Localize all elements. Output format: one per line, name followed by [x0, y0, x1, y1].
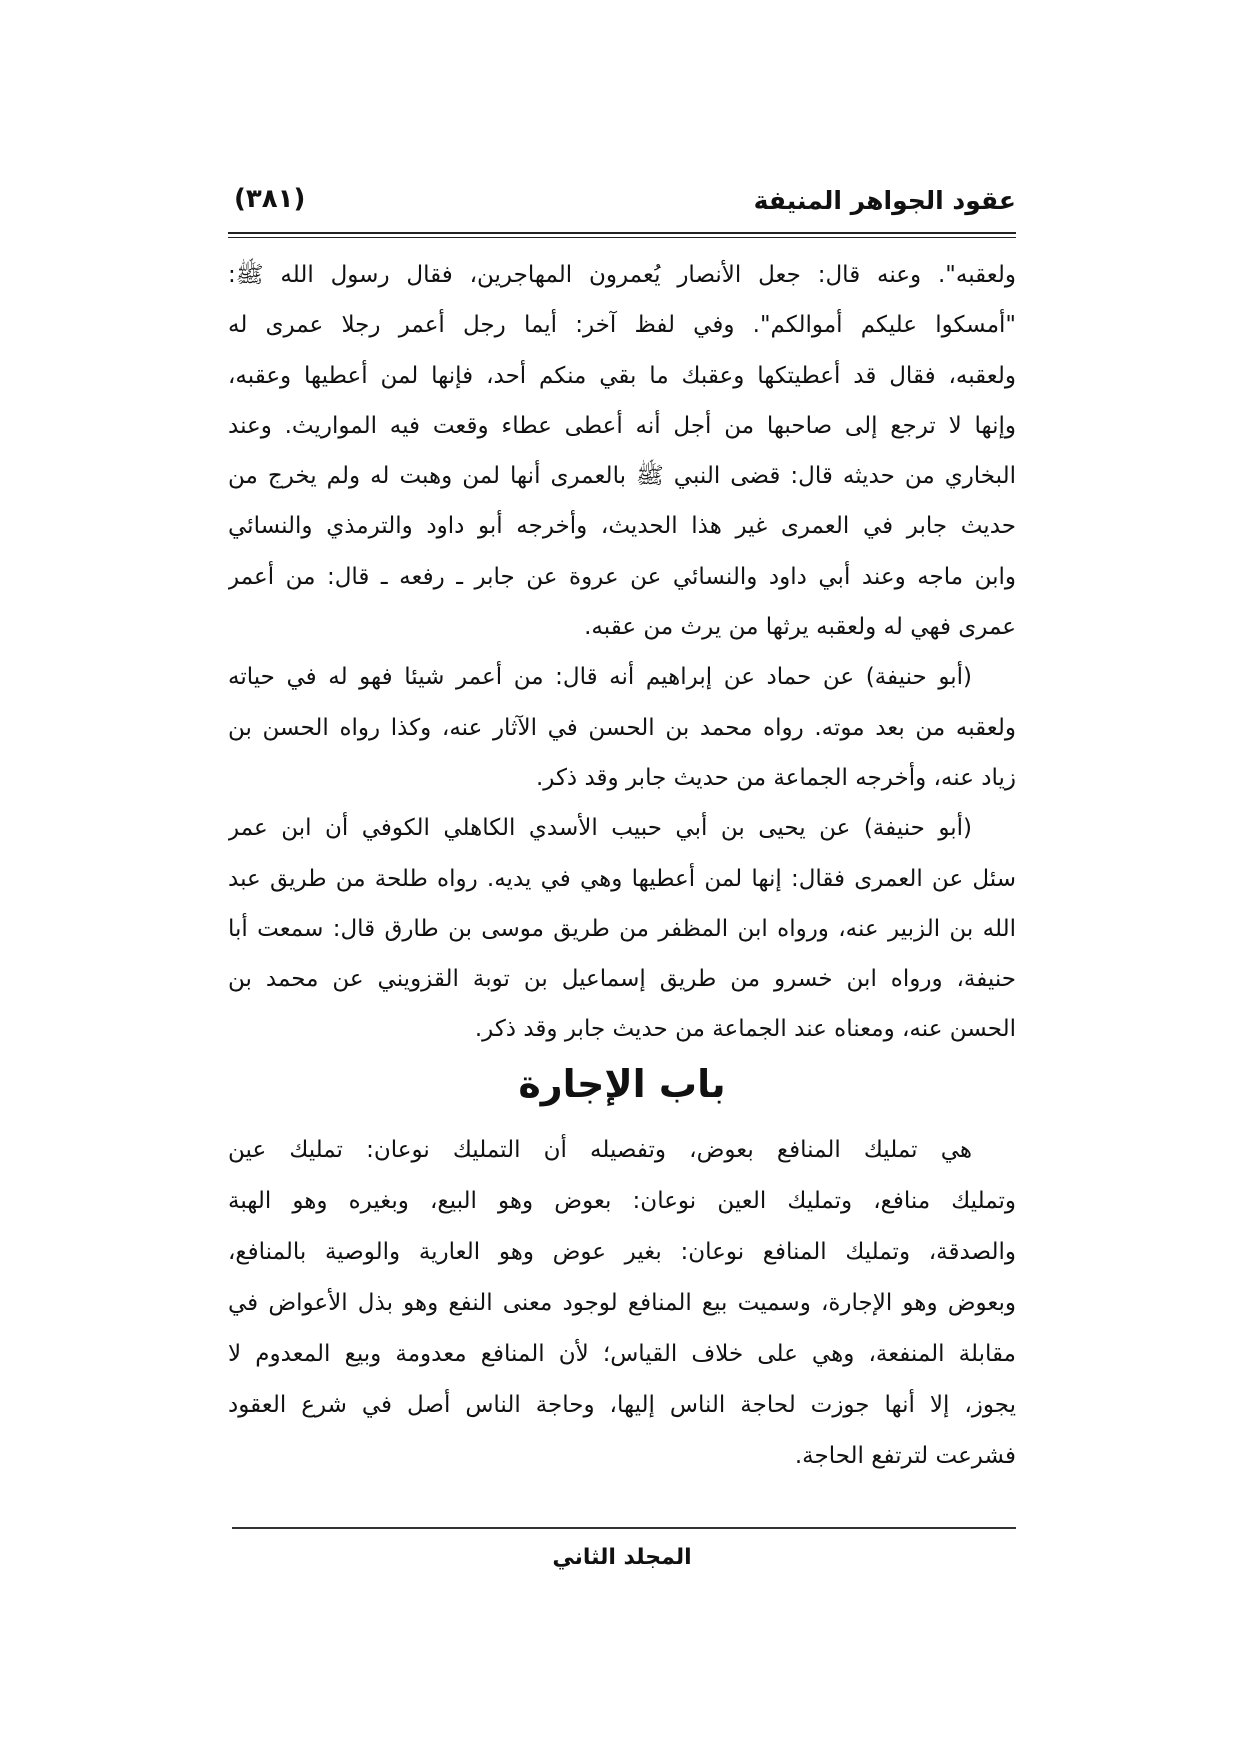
text-line: وتمليك منافع، وتمليك العين نوعان: بعوض وهو البيع، وبغيره وهو الهبة — [228, 1188, 1016, 1214]
text-line: "أمسكوا عليكم أموالكم". وفي لفظ آخر: أيما رجل أعمر رجلا عمرى له — [228, 312, 1016, 339]
section-heading: باب الإجارة — [518, 1062, 726, 1106]
text-line: فشرعت لترتفع الحاجة. — [794, 1443, 1016, 1469]
page-header — [228, 186, 1016, 226]
text-line: سئل عن العمرى فقال: إنها لمن أعطيها وهي في يديه. رواه طلحة من طريق عبد — [228, 865, 1016, 892]
header-rule — [228, 232, 1016, 234]
page-number: (٣٨١) — [234, 184, 306, 214]
text-line: يجوز، إلا أنها جوزت لحاجة الناس إليها، وحاجة الناس أصل في شرع العقود — [228, 1392, 1016, 1418]
body-text-block-2 — [228, 1125, 1016, 1482]
text-line: هي تمليك المنافع بعوض، وتفصيله أن التمليك نوعان: تمليك عين — [228, 1137, 972, 1163]
text-line: مقابلة المنفعة، وهي على خلاف القياس؛ لأن المنافع معدومة وبيع المعدوم لا — [228, 1341, 1016, 1367]
footer-rule — [232, 1527, 1016, 1529]
text-line: وبعوض وهو الإجارة، وسميت بيع المنافع لوجود معنى النفع وهو بذل الأعواض في — [228, 1290, 1016, 1316]
text-line: ولعقبه، فقال قد أعطيتكها وعقبك ما بقي منكم أحد، فإنها لمن أعطيها وعقبه، — [228, 362, 1016, 389]
volume-label: المجلد الثاني — [552, 1545, 692, 1570]
text-line: (أبو حنيفة) عن يحيى بن أبي حبيب الأسدي الكاهلي الكوفي أن ابن عمر — [228, 815, 972, 842]
body-text-block-1 — [228, 250, 1016, 1055]
text-line: حنيفة، ورواه ابن خسرو من طريق إسماعيل بن توبة القزويني عن محمد بن — [228, 966, 1016, 993]
text-line: والصدقة، وتمليك المنافع نوعان: بغير عوض وهو العارية والوصية بالمنافع، — [228, 1239, 1016, 1265]
text-line: عمرى فهي له ولعقبه يرثها من يرث من عقبه. — [584, 614, 1016, 641]
text-line: البخاري من حديثه قال: قضى النبي ﷺ بالعمرى أنها لمن وهبت له ولم يخرج من — [228, 463, 1016, 490]
text-line: زياد عنه، وأخرجه الجماعة من حديث جابر وقد ذكر. — [535, 764, 1016, 791]
text-line: وابن ماجه وعند أبي داود والنسائي عن عروة عن جابر ـ رفعه ـ قال: من أعمر — [228, 563, 1016, 590]
running-title: عقود الجواهر المنيفة — [753, 186, 1016, 215]
text-line: الحسن عنه، ومعناه عند الجماعة من حديث جابر وقد ذكر. — [474, 1016, 1016, 1043]
text-line: ولعقبه من بعد موته. رواه محمد بن الحسن في الآثار عنه، وكذا رواه الحسن بن — [228, 714, 1016, 741]
text-line: ولعقبه". وعنه قال: جعل الأنصار يُعمرون المهاجرين، فقال رسول الله ﷺ: — [228, 262, 1016, 288]
header-rule-thin — [228, 237, 1016, 238]
text-line: حديث جابر في العمرى غير هذا الحديث، وأخرجه أبو داود والترمذي والنسائي — [228, 513, 1016, 540]
text-line: (أبو حنيفة) عن حماد عن إبراهيم أنه قال: من أعمر شيئا فهو له في حياته — [228, 664, 972, 691]
text-line: الله بن الزبير عنه، ورواه ابن المظفر من طريق موسى بن طارق قال: سمعت أبا — [228, 915, 1016, 942]
text-line: وإنها لا ترجع إلى صاحبها من أجل أنه أعطى عطاء وقعت فيه المواريث. وعند — [228, 412, 1016, 439]
